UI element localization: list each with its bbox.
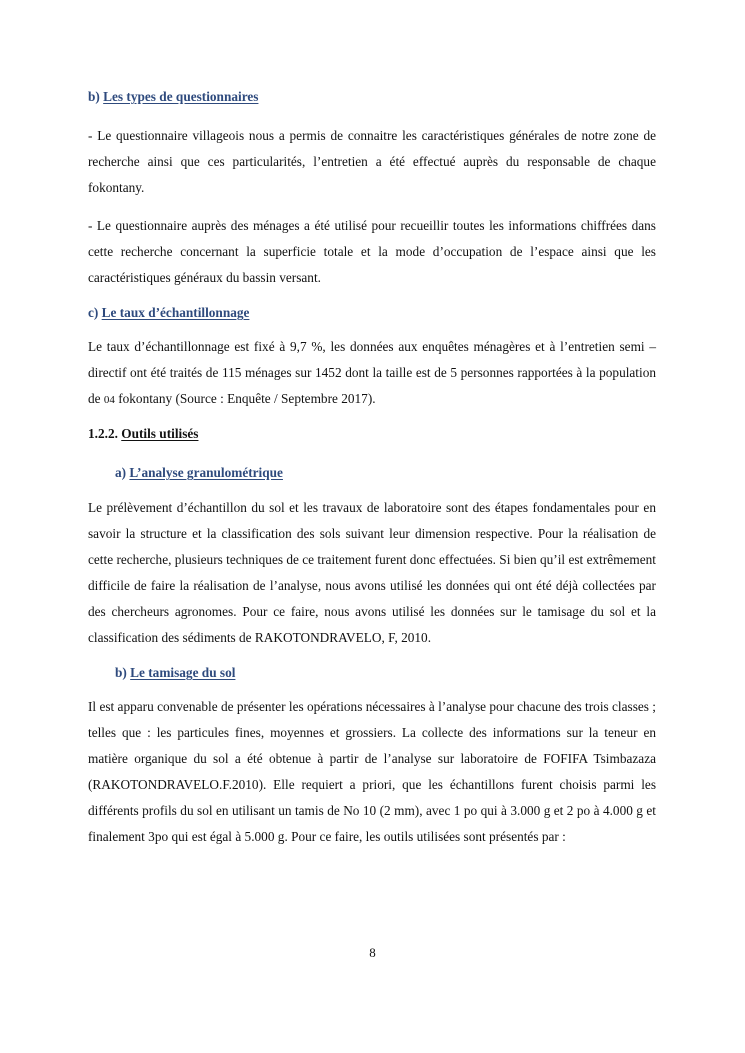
paragraph-questionnaire-villageois: - Le questionnaire villageois nous a permis de connaitre les caractéristiques générales de notre zone de recherche ainsi que ces particularités, l’entretien a été effectué auprès du responsable de chaque fokontany. xyxy=(88,128,656,195)
page-number: 8 xyxy=(369,945,376,960)
paragraph-analyse-granulometrique: Le prélèvement d’échantillon du sol et les travaux de laboratoire sont des étapes fondamentales pour en savoir la structure et la classification des sols suivant leur dimension respective. Pour la réalisation de cette recherche, plusieurs techniques de ce traitement furent donc effectuées. Si bien qu’il est extrêmement difficile de faire la réalisation de l’analyse, nous avons utilisé les données qui ont été déjà collectées par des chercheurs agronomes. Pour ce faire, nous avons utilisé les données sur le tamisage du sol et la classification des sédiments de RAKOTONDRAVELO, F, 2010. xyxy=(88,500,656,645)
paragraph-taux-echantillonnage xyxy=(88,334,656,413)
heading-tamisage-sol xyxy=(88,664,656,682)
heading-types-questionnaires xyxy=(88,88,656,106)
text-segment: Le taux d’échantillonnage est fixé à 9,7 %, les données aux enquêtes ménagères et à l’entretien semi – directif ont été traités de 115 ménages sur 1452 dont la taille est de 5 personnes rapportées à la population de xyxy=(88,339,656,406)
heading-analyse-granulometrique xyxy=(88,464,656,482)
heading-prefix: c) xyxy=(88,305,102,320)
heading-outils-utilises xyxy=(88,425,656,443)
heading-prefix: a) xyxy=(115,465,130,480)
text-segment: fokontany (Source : Enquête / Septembre 2017). xyxy=(114,391,376,406)
heading-prefix: b) xyxy=(88,89,104,104)
heading-title: Le tamisage du sol xyxy=(130,665,236,680)
heading-title: Outils utilisés xyxy=(121,426,199,441)
heading-taux-echantillonnage xyxy=(88,304,656,322)
paragraph-tamisage-sol: Il est apparu convenable de présenter les opérations nécessaires à l’analyse pour chacune des trois classes ; telles que : les particules fines, moyennes et grossiers. La collecte des informations sur la teneur en matière organique du sol a été obtenue à partir de l’analyse sur laboratoire de FOFIFA Tsimbazaza (RAKOTONDRAVELO.F.2010). Elle requiert a priori, que les échantillons furent choisis parmi les différents profils du sol en utilisant un tamis de No 10 (2 mm), avec 1 po qui à 3.000 g et 2 po à 4.000 g et finalement 3po qui est égal à 5.000 g. Pour ce faire, les outils utilisées sont présentés par : xyxy=(88,699,656,844)
fokontany-count: 04 xyxy=(103,394,115,406)
paragraph-questionnaire-menages: - Le questionnaire auprès des ménages a été utilisé pour recueillir toutes les informations chiffrées dans cette recherche concernant la superficie totale et la mode d’occupation de l’espace ainsi que les caractéristiques généraux du bassin versant. xyxy=(88,218,656,285)
heading-title: Les types de questionnaires xyxy=(103,89,259,104)
page-body xyxy=(88,84,656,850)
heading-title: Le taux d’échantillonnage xyxy=(101,305,250,320)
heading-prefix: b) xyxy=(115,665,131,680)
heading-title: L’analyse granulométrique xyxy=(129,465,283,480)
heading-prefix: 1.2.2. xyxy=(88,426,122,441)
